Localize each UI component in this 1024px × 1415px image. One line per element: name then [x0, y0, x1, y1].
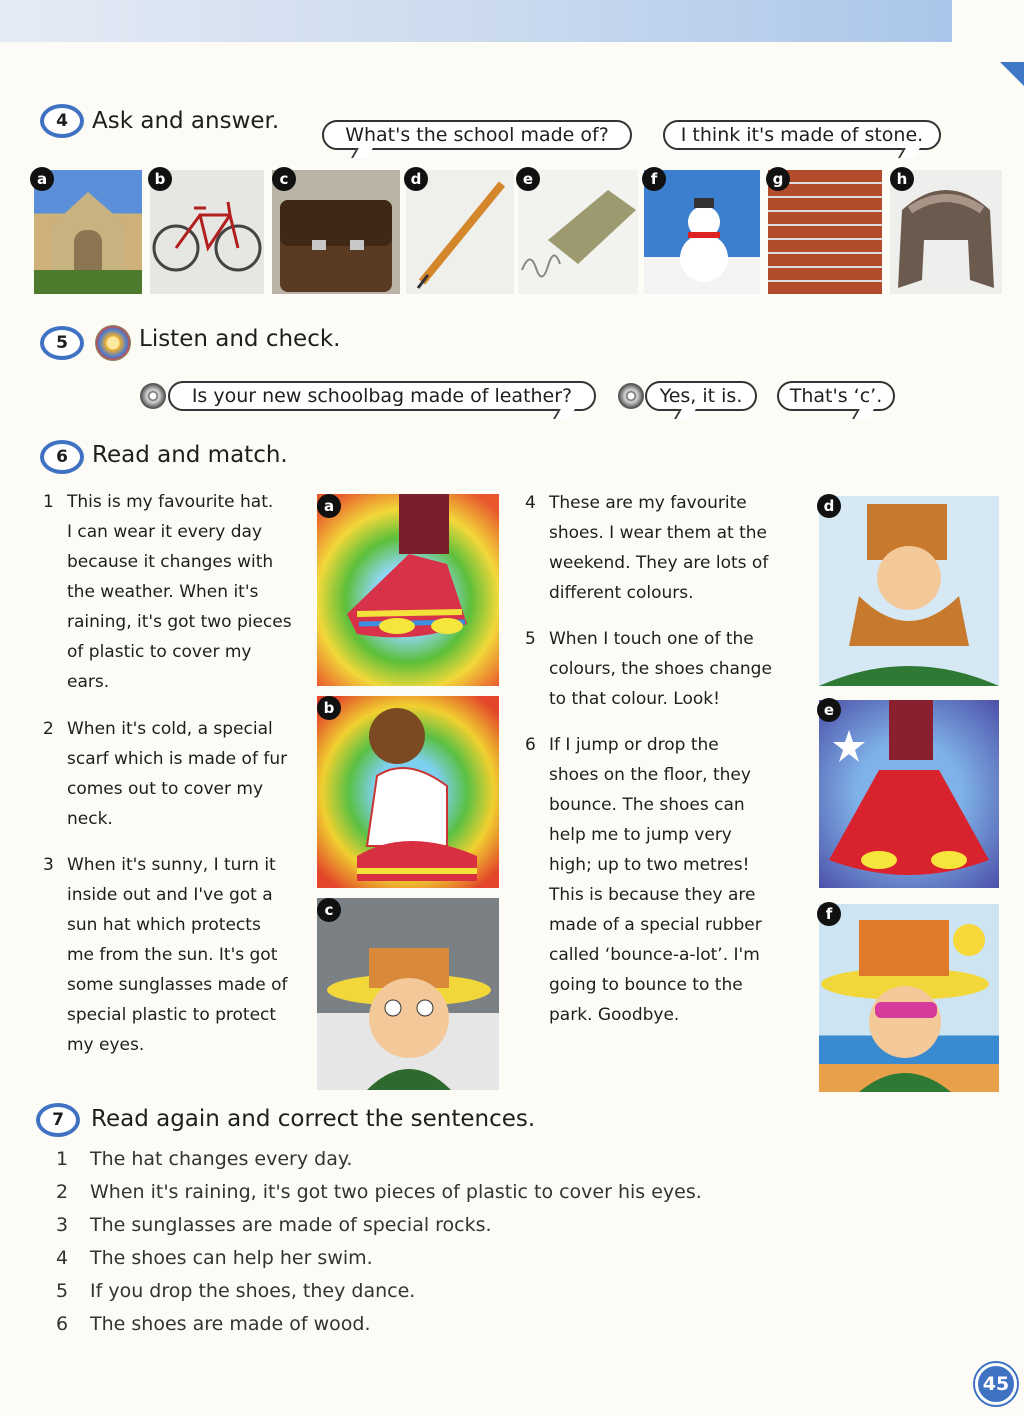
boy-fur-scarf-illustration: [819, 496, 999, 686]
text-number: 3: [43, 855, 54, 875]
picture-letter-f: f: [817, 902, 841, 926]
exercise-6-number: 6: [40, 440, 84, 474]
photo-letter-d: d: [404, 167, 428, 191]
sentence-text: The sunglasses are made of special rocks.: [90, 1214, 492, 1236]
text-line: called ‘bounce-a-lot’. I'm: [549, 945, 760, 965]
exercise-6-title: Read and match.: [92, 442, 288, 468]
text-line: When I touch one of the: [549, 629, 754, 649]
picture-letter-a: a: [317, 494, 341, 518]
cd-icon: [140, 383, 166, 409]
exercise-5-number: 5: [40, 326, 84, 360]
text-line: going to bounce to the: [549, 975, 743, 995]
photo-letter-a: a: [30, 167, 54, 191]
text-line: weekend. They are lots of: [549, 553, 769, 573]
text-line: my eyes.: [67, 1035, 145, 1055]
text-line: because it changes with: [67, 552, 274, 572]
text-line: comes out to cover my: [67, 779, 264, 799]
text-line: bounce. The shoes can: [549, 795, 745, 815]
sentence-number: 4: [56, 1247, 69, 1269]
exercise-4-number: 4: [40, 104, 84, 138]
header-bar: [0, 0, 952, 42]
sentence-2: [56, 1181, 702, 1203]
sentence-4: [56, 1247, 373, 1269]
speech-bubble-note-text: That's ‘c’.: [789, 385, 883, 407]
girl-sitting-illustration: [317, 696, 499, 888]
red-shoes-illustration: [819, 700, 999, 888]
text-line: different colours.: [549, 583, 694, 603]
text-line: special plastic to protect: [67, 1005, 277, 1025]
speech-bubble-question: [168, 381, 596, 411]
text-line: sun hat which protects: [67, 915, 261, 935]
photo-letter-h: h: [890, 167, 914, 191]
picture-letter-b: b: [317, 696, 341, 720]
text-line: made of a special rubber: [549, 915, 762, 935]
text-line: help me to jump very: [549, 825, 732, 845]
text-number: 1: [43, 492, 54, 512]
text-6: [525, 730, 799, 1030]
sentence-number: 5: [56, 1280, 69, 1302]
text-line: some sunglasses made of: [67, 975, 288, 995]
sentence-text: When it's raining, it's got two pieces of plastic to cover his eyes.: [90, 1181, 702, 1203]
photo-letter-c: c: [272, 167, 296, 191]
audio-cd-icon[interactable]: [95, 325, 131, 361]
speech-bubble-answer-text: I think it's made of stone.: [680, 124, 924, 146]
text-line: colours, the shoes change: [549, 659, 772, 679]
sentence-number: 3: [56, 1214, 69, 1236]
text-5: [525, 624, 799, 714]
text-line: shoes. I wear them at the: [549, 523, 767, 543]
speech-bubble-answer: [645, 381, 757, 411]
text-line: shoes on the floor, they: [549, 765, 751, 785]
photo-letter-e: e: [516, 167, 540, 191]
text-line: park. Goodbye.: [549, 1005, 680, 1025]
text-line: the weather. When it's: [67, 582, 259, 602]
text-1: [43, 487, 307, 697]
text-number: 5: [525, 629, 536, 649]
text-line: me from the sun. It's got: [67, 945, 278, 965]
text-number: 2: [43, 719, 54, 739]
text-line: If I jump or drop the: [549, 735, 719, 755]
speech-bubble-question-text: Is your new schoolbag made of leather?: [191, 385, 573, 407]
text-line: This is because they are: [549, 885, 756, 905]
sentence-1: [56, 1148, 352, 1170]
stone-church-photo: [34, 170, 142, 294]
sentence-3: [56, 1214, 492, 1236]
photo-letter-f: f: [642, 167, 666, 191]
text-line: ears.: [67, 672, 110, 692]
text-line: This is my favourite hat.: [67, 492, 274, 512]
speech-bubble-question-text: What's the school made of?: [345, 124, 609, 146]
sentence-text: The shoes are made of wood.: [90, 1313, 371, 1335]
boy-sun-hat-illustration: [819, 904, 999, 1092]
text-line: I can wear it every day: [67, 522, 263, 542]
picture-letter-c: c: [317, 898, 341, 922]
corner-tab: [1000, 62, 1024, 86]
snowman-photo: [644, 170, 760, 294]
speech-bubble-answer-text: Yes, it is.: [659, 385, 743, 407]
sentence-text: If you drop the shoes, they dance.: [90, 1280, 416, 1302]
exercise-5-title: Listen and check.: [139, 326, 341, 352]
cd-icon: [618, 383, 644, 409]
text-line: When it's cold, a special: [67, 719, 273, 739]
rubber-eraser-photo: [518, 170, 638, 294]
exercise-7-number: 7: [36, 1103, 80, 1137]
picture-letter-e: e: [817, 698, 841, 722]
sentence-number: 1: [56, 1148, 69, 1170]
photo-letter-g: g: [766, 167, 790, 191]
picture-letter-d: d: [817, 494, 841, 518]
sentence-text: The hat changes every day.: [90, 1148, 353, 1170]
sentence-number: 6: [56, 1313, 69, 1335]
text-number: 6: [525, 735, 536, 755]
speech-bubble-note: [777, 381, 895, 411]
text-line: raining, it's got two pieces: [67, 612, 292, 632]
text-line: of plastic to cover my: [67, 642, 252, 662]
page-number: 45: [975, 1363, 1017, 1405]
exercise-4-title: Ask and answer.: [92, 108, 280, 134]
exercise-7-title: Read again and correct the sentences.: [91, 1106, 536, 1132]
text-4: [525, 488, 799, 608]
boy-rain-hat-illustration: [317, 898, 499, 1090]
rainbow-shoes-illustration: [317, 494, 499, 686]
text-line: When it's sunny, I turn it: [67, 855, 276, 875]
text-line: high; up to two metres!: [549, 855, 750, 875]
sentence-number: 2: [56, 1181, 69, 1203]
text-line: These are my favourite: [549, 493, 747, 513]
text-line: to that colour. Look!: [549, 689, 720, 709]
text-2: [43, 714, 307, 834]
text-line: inside out and I've got a: [67, 885, 273, 905]
photo-letter-b: b: [148, 167, 172, 191]
sentence-text: The shoes can help her swim.: [90, 1247, 373, 1269]
text-line: scarf which is made of fur: [67, 749, 288, 769]
sentence-6: [56, 1313, 371, 1335]
text-3: [43, 850, 307, 1060]
sentence-5: [56, 1280, 415, 1302]
text-line: neck.: [67, 809, 113, 829]
speech-bubble-question: [322, 120, 632, 150]
speech-bubble-answer: [663, 120, 941, 150]
text-number: 4: [525, 493, 536, 513]
